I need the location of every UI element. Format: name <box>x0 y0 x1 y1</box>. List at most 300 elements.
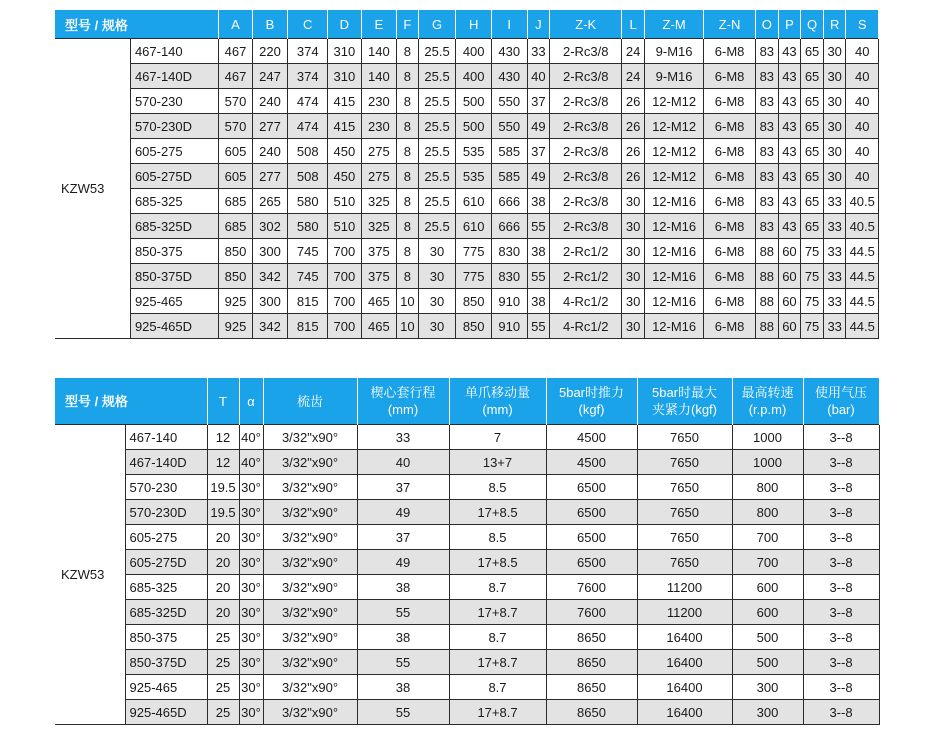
value-cell: 6-M8 <box>704 164 756 189</box>
value-cell: 12-M12 <box>644 114 703 139</box>
value-cell: 43 <box>778 139 801 164</box>
value-cell: 8.5 <box>449 475 546 500</box>
value-cell: 8.7 <box>449 675 546 700</box>
value-cell: 25.5 <box>418 114 456 139</box>
value-cell: 585 <box>491 164 527 189</box>
value-cell: 775 <box>456 264 492 289</box>
value-cell: 600 <box>732 575 803 600</box>
value-cell: 6-M8 <box>704 289 756 314</box>
value-cell: 7650 <box>637 550 732 575</box>
value-cell: 500 <box>456 114 492 139</box>
value-cell: 12-M16 <box>644 214 703 239</box>
value-cell: 666 <box>491 189 527 214</box>
value-cell: 65 <box>801 189 824 214</box>
value-cell: 585 <box>491 139 527 164</box>
table-row <box>55 525 879 550</box>
value-cell: 550 <box>491 114 527 139</box>
value-cell: 8 <box>397 39 419 64</box>
value-cell: 33 <box>527 39 550 64</box>
table-row <box>55 650 879 675</box>
value-cell: 3--8 <box>803 475 879 500</box>
value-cell: 30 <box>418 314 456 339</box>
value-cell: 570 <box>219 89 252 114</box>
value-cell: 20 <box>207 550 239 575</box>
model-cell: 467-140 <box>130 39 218 64</box>
value-cell: 44.5 <box>846 314 879 339</box>
value-cell: 37 <box>527 89 550 114</box>
value-cell: 37 <box>357 475 449 500</box>
value-cell: 7650 <box>637 525 732 550</box>
value-cell: 55 <box>527 214 550 239</box>
model-cell: 925-465 <box>125 675 207 700</box>
value-cell: 2-Rc3/8 <box>550 89 622 114</box>
value-cell: 6-M8 <box>704 264 756 289</box>
value-cell: 745 <box>288 264 328 289</box>
value-cell: 37 <box>527 139 550 164</box>
header-cell: L <box>622 10 645 39</box>
value-cell: 30° <box>239 525 263 550</box>
value-cell: 33 <box>823 189 846 214</box>
header-row <box>55 378 879 425</box>
header-model-spec: 型号 / 规格 <box>55 378 207 425</box>
value-cell: 7650 <box>637 475 732 500</box>
value-cell: 19.5 <box>207 475 239 500</box>
header-cell: Z-M <box>644 10 703 39</box>
value-cell: 8.7 <box>449 575 546 600</box>
model-cell: 850-375 <box>125 625 207 650</box>
value-cell: 430 <box>491 64 527 89</box>
header-cell: I <box>491 10 527 39</box>
model-cell: 925-465D <box>130 314 218 339</box>
table-row <box>55 625 879 650</box>
value-cell: 230 <box>361 114 397 139</box>
value-cell: 1000 <box>732 425 803 450</box>
value-cell: 40 <box>846 114 879 139</box>
value-cell: 26 <box>622 114 645 139</box>
value-cell: 700 <box>328 239 361 264</box>
value-cell: 49 <box>357 500 449 525</box>
model-cell: 850-375 <box>130 239 218 264</box>
value-cell: 550 <box>491 89 527 114</box>
value-cell: 30° <box>239 500 263 525</box>
spec-table-dimensions <box>55 10 879 339</box>
value-cell: 43 <box>778 164 801 189</box>
value-cell: 3/32"x90° <box>263 700 357 725</box>
table-row <box>55 264 879 289</box>
value-cell: 535 <box>456 139 492 164</box>
value-cell: 6-M8 <box>704 214 756 239</box>
value-cell: 850 <box>219 264 252 289</box>
value-cell: 43 <box>778 214 801 239</box>
value-cell: 6500 <box>546 525 637 550</box>
value-cell: 474 <box>288 89 328 114</box>
value-cell: 30° <box>239 700 263 725</box>
value-cell: 40 <box>527 64 550 89</box>
value-cell: 275 <box>361 139 397 164</box>
value-cell: 220 <box>252 39 288 64</box>
value-cell: 374 <box>288 64 328 89</box>
header-cell: B <box>252 10 288 39</box>
model-cell: 605-275D <box>125 550 207 575</box>
value-cell: 7 <box>449 425 546 450</box>
value-cell: 60 <box>778 239 801 264</box>
value-cell: 43 <box>778 189 801 214</box>
value-cell: 9-M16 <box>644 64 703 89</box>
value-cell: 17+8.5 <box>449 500 546 525</box>
value-cell: 12-M16 <box>644 289 703 314</box>
value-cell: 700 <box>328 289 361 314</box>
value-cell: 3--8 <box>803 575 879 600</box>
value-cell: 8.5 <box>449 525 546 550</box>
header-cell: 5bar时推力 (kgf) <box>546 378 637 425</box>
value-cell: 240 <box>252 89 288 114</box>
value-cell: 580 <box>288 189 328 214</box>
value-cell: 55 <box>357 600 449 625</box>
model-cell: 467-140D <box>130 64 218 89</box>
value-cell: 400 <box>456 39 492 64</box>
value-cell: 30 <box>823 39 846 64</box>
value-cell: 40° <box>239 450 263 475</box>
value-cell: 300 <box>732 700 803 725</box>
value-cell: 700 <box>732 525 803 550</box>
value-cell: 12-M12 <box>644 89 703 114</box>
value-cell: 12-M16 <box>644 189 703 214</box>
value-cell: 745 <box>288 239 328 264</box>
value-cell: 12-M16 <box>644 264 703 289</box>
value-cell: 3/32"x90° <box>263 525 357 550</box>
value-cell: 30 <box>622 214 645 239</box>
value-cell: 605 <box>219 139 252 164</box>
table-row <box>55 114 879 139</box>
value-cell: 40.5 <box>846 214 879 239</box>
table-row <box>55 89 879 114</box>
value-cell: 25.5 <box>418 189 456 214</box>
value-cell: 30 <box>622 264 645 289</box>
header-cell: 楔心套行程 (mm) <box>357 378 449 425</box>
model-cell: 925-465D <box>125 700 207 725</box>
value-cell: 8.7 <box>449 625 546 650</box>
value-cell: 65 <box>801 39 824 64</box>
value-cell: 508 <box>288 139 328 164</box>
value-cell: 8 <box>397 114 419 139</box>
value-cell: 9-M16 <box>644 39 703 64</box>
model-cell: 605-275D <box>130 164 218 189</box>
value-cell: 6500 <box>546 550 637 575</box>
value-cell: 88 <box>755 289 778 314</box>
value-cell: 800 <box>732 475 803 500</box>
value-cell: 300 <box>252 239 288 264</box>
header-cell: Q <box>801 10 824 39</box>
value-cell: 38 <box>527 289 550 314</box>
value-cell: 6-M8 <box>704 64 756 89</box>
value-cell: 850 <box>219 239 252 264</box>
value-cell: 30° <box>239 600 263 625</box>
value-cell: 55 <box>527 264 550 289</box>
header-cell: S <box>846 10 879 39</box>
value-cell: 6-M8 <box>704 39 756 64</box>
value-cell: 11200 <box>637 600 732 625</box>
value-cell: 19.5 <box>207 500 239 525</box>
value-cell: 43 <box>778 114 801 139</box>
series-label: KZW53 <box>55 425 125 725</box>
value-cell: 25.5 <box>418 64 456 89</box>
value-cell: 830 <box>491 264 527 289</box>
value-cell: 83 <box>755 64 778 89</box>
value-cell: 8 <box>397 214 419 239</box>
value-cell: 500 <box>456 89 492 114</box>
header-cell: P <box>778 10 801 39</box>
value-cell: 4-Rc1/2 <box>550 314 622 339</box>
value-cell: 300 <box>732 675 803 700</box>
model-cell: 570-230D <box>130 114 218 139</box>
model-cell: 605-275 <box>130 139 218 164</box>
model-cell: 685-325D <box>130 214 218 239</box>
table-row <box>55 500 879 525</box>
value-cell: 815 <box>288 314 328 339</box>
value-cell: 30 <box>622 314 645 339</box>
value-cell: 65 <box>801 164 824 189</box>
value-cell: 30 <box>823 164 846 189</box>
value-cell: 13+7 <box>449 450 546 475</box>
model-cell: 570-230 <box>130 89 218 114</box>
value-cell: 83 <box>755 114 778 139</box>
value-cell: 33 <box>823 214 846 239</box>
model-cell: 685-325 <box>130 189 218 214</box>
value-cell: 16400 <box>637 625 732 650</box>
value-cell: 38 <box>357 625 449 650</box>
value-cell: 16400 <box>637 700 732 725</box>
value-cell: 30 <box>418 264 456 289</box>
value-cell: 8 <box>397 164 419 189</box>
value-cell: 850 <box>456 289 492 314</box>
value-cell: 2-Rc3/8 <box>550 139 622 164</box>
value-cell: 2-Rc3/8 <box>550 189 622 214</box>
value-cell: 55 <box>357 700 449 725</box>
table-row <box>55 600 879 625</box>
table-row <box>55 214 879 239</box>
value-cell: 38 <box>357 675 449 700</box>
value-cell: 12-M12 <box>644 139 703 164</box>
value-cell: 49 <box>527 114 550 139</box>
header-cell: C <box>288 10 328 39</box>
header-cell: T <box>207 378 239 425</box>
value-cell: 8 <box>397 139 419 164</box>
value-cell: 3--8 <box>803 700 879 725</box>
value-cell: 12 <box>207 450 239 475</box>
value-cell: 8650 <box>546 650 637 675</box>
value-cell: 775 <box>456 239 492 264</box>
value-cell: 83 <box>755 139 778 164</box>
value-cell: 605 <box>219 164 252 189</box>
value-cell: 8 <box>397 264 419 289</box>
header-cell: J <box>527 10 550 39</box>
value-cell: 510 <box>328 214 361 239</box>
value-cell: 49 <box>527 164 550 189</box>
value-cell: 230 <box>361 89 397 114</box>
value-cell: 8650 <box>546 675 637 700</box>
value-cell: 310 <box>328 39 361 64</box>
value-cell: 1000 <box>732 450 803 475</box>
model-cell: 570-230 <box>125 475 207 500</box>
table-row <box>55 39 879 64</box>
model-cell: 925-465 <box>130 289 218 314</box>
value-cell: 374 <box>288 39 328 64</box>
header-cell: F <box>397 10 419 39</box>
model-cell: 605-275 <box>125 525 207 550</box>
value-cell: 20 <box>207 575 239 600</box>
value-cell: 3/32"x90° <box>263 500 357 525</box>
value-cell: 800 <box>732 500 803 525</box>
value-cell: 4500 <box>546 425 637 450</box>
value-cell: 2-Rc3/8 <box>550 64 622 89</box>
value-cell: 30 <box>823 114 846 139</box>
value-cell: 30° <box>239 475 263 500</box>
value-cell: 75 <box>801 289 824 314</box>
value-cell: 342 <box>252 314 288 339</box>
value-cell: 535 <box>456 164 492 189</box>
value-cell: 40 <box>846 64 879 89</box>
header-cell: Z-N <box>704 10 756 39</box>
value-cell: 40 <box>357 450 449 475</box>
value-cell: 33 <box>823 264 846 289</box>
value-cell: 60 <box>778 314 801 339</box>
value-cell: 38 <box>527 189 550 214</box>
value-cell: 2-Rc1/2 <box>550 264 622 289</box>
value-cell: 375 <box>361 239 397 264</box>
table-row <box>55 675 879 700</box>
series-label: KZW53 <box>55 39 130 339</box>
value-cell: 6-M8 <box>704 89 756 114</box>
value-cell: 610 <box>456 214 492 239</box>
value-cell: 610 <box>456 189 492 214</box>
value-cell: 474 <box>288 114 328 139</box>
header-cell: 使用气压 (bar) <box>803 378 879 425</box>
value-cell: 37 <box>357 525 449 550</box>
header-cell: E <box>361 10 397 39</box>
table-row <box>55 139 879 164</box>
header-cell: 5bar时最大 夹紧力(kgf) <box>637 378 732 425</box>
value-cell: 65 <box>801 214 824 239</box>
spec-table-performance <box>55 378 880 725</box>
value-cell: 25 <box>207 625 239 650</box>
value-cell: 277 <box>252 114 288 139</box>
value-cell: 3--8 <box>803 650 879 675</box>
value-cell: 12-M12 <box>644 164 703 189</box>
header-cell: 梳齿 <box>263 378 357 425</box>
value-cell: 2-Rc3/8 <box>550 214 622 239</box>
value-cell: 30 <box>418 239 456 264</box>
value-cell: 11200 <box>637 575 732 600</box>
value-cell: 302 <box>252 214 288 239</box>
value-cell: 7650 <box>637 450 732 475</box>
value-cell: 3--8 <box>803 675 879 700</box>
value-cell: 450 <box>328 139 361 164</box>
value-cell: 910 <box>491 289 527 314</box>
value-cell: 25.5 <box>418 139 456 164</box>
value-cell: 20 <box>207 525 239 550</box>
value-cell: 7650 <box>637 500 732 525</box>
value-cell: 30° <box>239 575 263 600</box>
model-cell: 467-140D <box>125 450 207 475</box>
value-cell: 2-Rc3/8 <box>550 164 622 189</box>
header-cell: A <box>219 10 252 39</box>
value-cell: 33 <box>357 425 449 450</box>
value-cell: 43 <box>778 89 801 114</box>
value-cell: 83 <box>755 189 778 214</box>
value-cell: 25 <box>207 650 239 675</box>
value-cell: 8 <box>397 239 419 264</box>
value-cell: 40 <box>846 89 879 114</box>
value-cell: 30 <box>622 189 645 214</box>
value-cell: 88 <box>755 264 778 289</box>
value-cell: 25.5 <box>418 164 456 189</box>
value-cell: 12-M16 <box>644 239 703 264</box>
value-cell: 3/32"x90° <box>263 425 357 450</box>
value-cell: 4-Rc1/2 <box>550 289 622 314</box>
value-cell: 510 <box>328 189 361 214</box>
table-row <box>55 550 879 575</box>
value-cell: 17+8.7 <box>449 700 546 725</box>
value-cell: 508 <box>288 164 328 189</box>
value-cell: 26 <box>622 89 645 114</box>
value-cell: 500 <box>732 650 803 675</box>
table-row <box>55 475 879 500</box>
table-row <box>55 425 879 450</box>
value-cell: 25.5 <box>418 214 456 239</box>
value-cell: 6-M8 <box>704 114 756 139</box>
value-cell: 500 <box>732 625 803 650</box>
value-cell: 3/32"x90° <box>263 450 357 475</box>
value-cell: 30 <box>418 289 456 314</box>
value-cell: 33 <box>823 289 846 314</box>
table-row <box>55 239 879 264</box>
value-cell: 25.5 <box>418 89 456 114</box>
value-cell: 700 <box>328 314 361 339</box>
value-cell: 26 <box>622 164 645 189</box>
value-cell: 10 <box>397 314 419 339</box>
value-cell: 30 <box>622 289 645 314</box>
table-row <box>55 164 879 189</box>
value-cell: 570 <box>219 114 252 139</box>
value-cell: 3--8 <box>803 525 879 550</box>
value-cell: 467 <box>219 64 252 89</box>
value-cell: 12 <box>207 425 239 450</box>
value-cell: 38 <box>357 575 449 600</box>
value-cell: 685 <box>219 214 252 239</box>
value-cell: 33 <box>823 314 846 339</box>
value-cell: 925 <box>219 314 252 339</box>
header-cell: α <box>239 378 263 425</box>
value-cell: 6500 <box>546 500 637 525</box>
value-cell: 65 <box>801 114 824 139</box>
value-cell: 65 <box>801 64 824 89</box>
value-cell: 140 <box>361 39 397 64</box>
value-cell: 830 <box>491 239 527 264</box>
value-cell: 44.5 <box>846 289 879 314</box>
header-model-spec: 型号 / 规格 <box>55 10 219 39</box>
header-cell: 单爪移动量 (mm) <box>449 378 546 425</box>
value-cell: 3--8 <box>803 550 879 575</box>
value-cell: 10 <box>397 289 419 314</box>
value-cell: 8 <box>397 64 419 89</box>
value-cell: 44.5 <box>846 264 879 289</box>
value-cell: 2-Rc3/8 <box>550 39 622 64</box>
value-cell: 247 <box>252 64 288 89</box>
value-cell: 12-M16 <box>644 314 703 339</box>
value-cell: 6-M8 <box>704 139 756 164</box>
value-cell: 467 <box>219 39 252 64</box>
value-cell: 43 <box>778 64 801 89</box>
